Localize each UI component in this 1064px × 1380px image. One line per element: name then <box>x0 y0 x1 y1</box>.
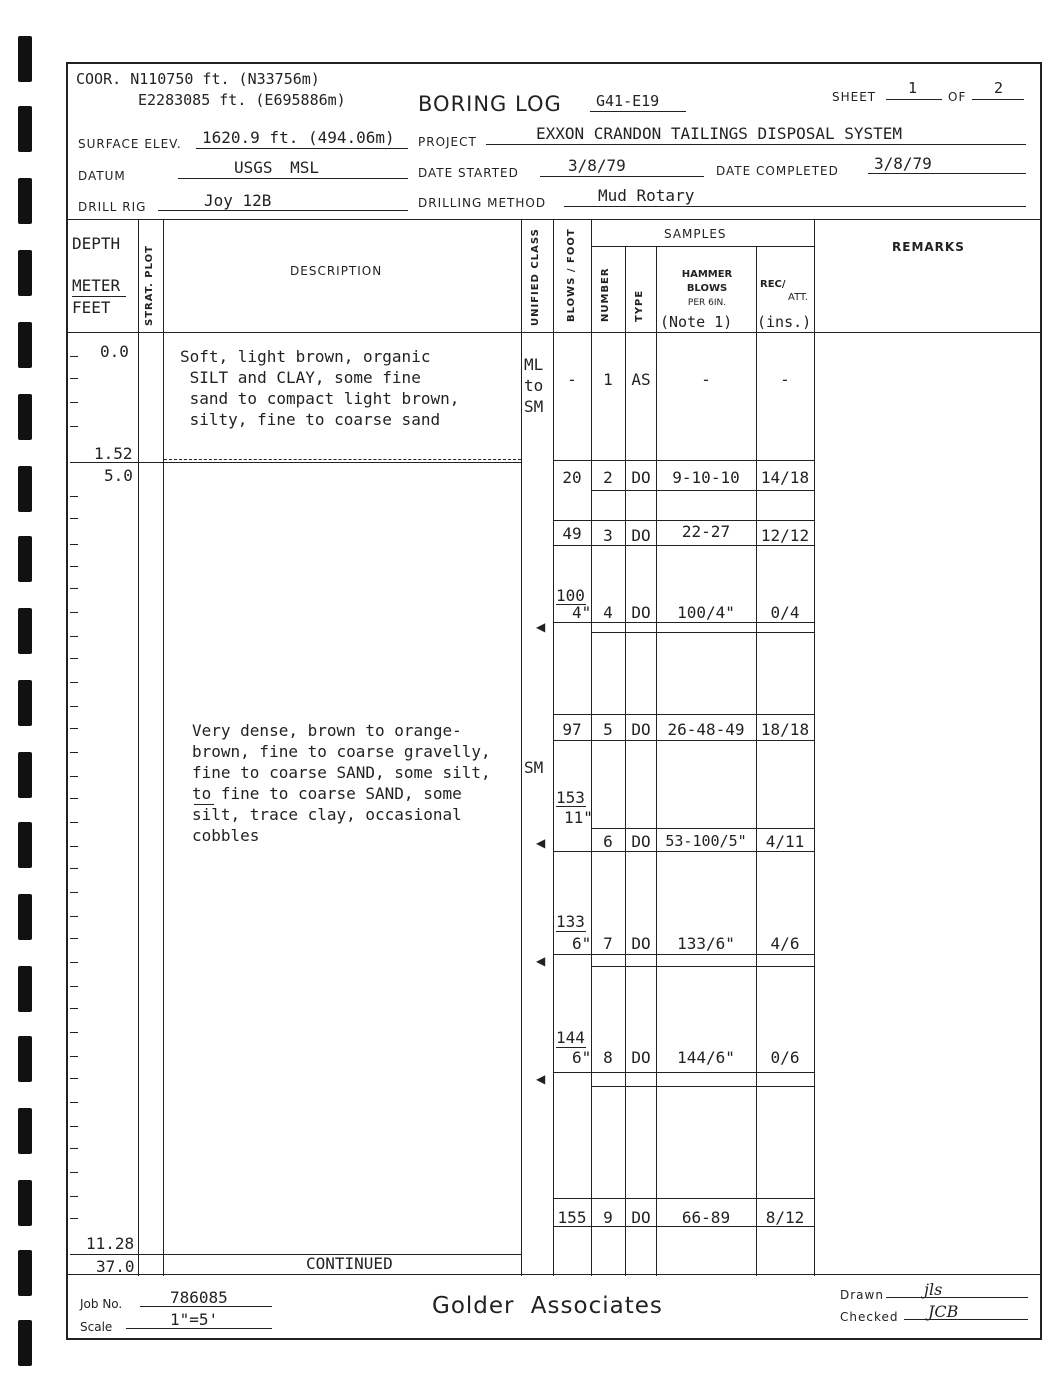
surface-elev-value: 1620.9 ft. (494.06m) <box>202 128 395 147</box>
col-ins: (ins.) <box>757 313 812 331</box>
col-meter: METER <box>72 276 121 295</box>
binder-hole <box>18 250 32 296</box>
sample-4-blows-top: 100 <box>556 586 585 605</box>
col-strat-plot: STRAT. PLOT <box>144 245 155 326</box>
drill-rig-value: Joy 12B <box>204 191 272 210</box>
sample-8-blows-bot: 6" <box>572 1048 592 1067</box>
layer-2-class: SM <box>524 758 544 777</box>
binder-hole <box>18 322 32 368</box>
sheet-number: 1 <box>908 79 918 97</box>
page-title: BORING LOG <box>418 92 562 116</box>
layer-boundary <box>164 459 521 460</box>
checked-signature: JCB <box>928 1302 959 1321</box>
col-number: NUMBER <box>600 267 611 322</box>
depth-feet-1: 5.0 <box>104 466 133 485</box>
col-description: DESCRIPTION <box>290 264 383 278</box>
drill-rig-label: DRILL RIG <box>78 200 147 214</box>
sample-1-hammer: - <box>701 370 711 389</box>
sample-6-hammer: 53-100/5" <box>665 832 747 850</box>
drilling-method-value: Mud Rotary <box>598 186 695 205</box>
sheet-total: 2 <box>994 79 1004 97</box>
sample-8-type: DO <box>631 1048 651 1067</box>
sample-7-hammer: 133/6" <box>677 934 735 953</box>
binder-hole <box>18 36 32 82</box>
boring-id: G41-E19 <box>596 92 660 110</box>
col-depth: DEPTH <box>72 234 121 253</box>
layer-1-class: ML to SM <box>524 355 544 416</box>
datum-label: DATUM <box>78 169 126 183</box>
sample-5-hammer: 26-48-49 <box>667 720 745 739</box>
sample-9-number: 9 <box>603 1208 613 1227</box>
sample-3-blows: 49 <box>562 524 582 543</box>
col-samples: SAMPLES <box>664 227 727 241</box>
binder-hole <box>18 894 32 940</box>
col-type: TYPE <box>634 289 645 322</box>
drilling-method-label: DRILLING METHOD <box>418 196 547 210</box>
sample-6-arrow-icon: ◀ <box>536 836 546 850</box>
col-unified-class: UNIFIED CLASS <box>530 228 541 326</box>
binder-hole <box>18 1320 32 1366</box>
sample-8-hammer: 144/6" <box>677 1048 735 1067</box>
sample-6-blows-top: 153 <box>556 788 585 807</box>
scale-value: 1"=5' <box>170 1310 219 1329</box>
sample-9-blows: 155 <box>557 1208 587 1227</box>
coor-north-value: N110750 ft. (N33756m) <box>130 70 320 88</box>
binder-hole <box>18 106 32 152</box>
sample-7-rec: 4/6 <box>770 934 800 953</box>
sample-6-rec: 4/11 <box>765 832 805 851</box>
drawn-label: Drawn <box>840 1288 884 1302</box>
sample-2-blows: 20 <box>562 468 582 487</box>
layer-1-description: Soft, light brown, organic SILT and CLAY, some fine sand to compact light brown, silty, fine to coarse sand <box>180 347 460 429</box>
binder-hole <box>18 178 32 224</box>
continued-label: CONTINUED <box>306 1254 393 1273</box>
sample-4-rec: 0/4 <box>770 603 800 622</box>
sample-2-rec: 14/18 <box>760 468 810 487</box>
sample-9-rec: 8/12 <box>765 1208 805 1227</box>
sample-4-number: 4 <box>603 603 613 622</box>
binder-hole <box>18 1108 32 1154</box>
binder-hole <box>18 466 32 512</box>
project-value: EXXON CRANDON TAILINGS DISPOSAL SYSTEM <box>536 124 903 143</box>
sample-6-type: DO <box>631 832 651 851</box>
sample-2-number: 2 <box>603 468 613 487</box>
checked-label: Checked <box>840 1310 899 1324</box>
binder-hole <box>18 680 32 726</box>
sample-3-hammer: 22-27 <box>681 522 731 541</box>
sample-1-rec: - <box>780 370 790 389</box>
binder-hole <box>18 1036 32 1082</box>
binder-hole <box>18 966 32 1012</box>
col-att: ATT. <box>788 292 809 303</box>
sample-7-number: 7 <box>603 934 613 953</box>
sample-2-type: DO <box>631 468 651 487</box>
sample-6-blows-bot: 11" <box>564 808 593 827</box>
underline-to <box>194 804 214 805</box>
binder-hole <box>18 752 32 798</box>
col-blows-foot: BLOWS / FOOT <box>566 228 577 322</box>
depth-top: 0.0 <box>100 342 129 361</box>
sample-5-blows: 97 <box>562 720 582 739</box>
col-hammer-blows: HAMMER BLOWS PER 6IN. <box>681 269 733 308</box>
sample-7-blows-top: 133 <box>556 912 585 931</box>
binder-hole <box>18 1180 32 1226</box>
layer-2-description: Very dense, brown to orange- brown, fine to coarse gravelly, fine to coarse SAND, some silt, to fine to coarse SAND, some silt, trace clay, occasional cobbles <box>192 721 491 845</box>
sample-5-number: 5 <box>603 720 613 739</box>
sample-8-blows-top: 144 <box>556 1028 585 1047</box>
depth-feet-2: 37.0 <box>96 1257 135 1276</box>
scale-label: Scale <box>80 1320 113 1334</box>
sample-3-number: 3 <box>603 526 613 545</box>
sample-6-number: 6 <box>603 832 613 851</box>
binder-hole <box>18 608 32 654</box>
depth-meter-1: 1.52 <box>94 444 133 463</box>
sample-1-blows: - <box>567 370 577 389</box>
col-feet: FEET <box>72 298 111 317</box>
date-started-value: 3/8/79 <box>568 156 626 175</box>
sample-8-number: 8 <box>603 1048 613 1067</box>
col-hammer-note: (Note 1) <box>660 313 733 331</box>
sample-5-type: DO <box>631 720 651 739</box>
binder-hole <box>18 394 32 440</box>
sample-7-blows-bot: 6" <box>572 934 592 953</box>
sample-9-type: DO <box>631 1208 651 1227</box>
sample-9-hammer: 66-89 <box>681 1208 731 1227</box>
company-name: Golder Associates <box>432 1293 663 1319</box>
coor-east-value: E2283085 ft. (E695886m) <box>138 91 346 109</box>
sample-7-arrow-icon: ◀ <box>536 954 546 968</box>
sample-7-type: DO <box>631 934 651 953</box>
sample-4-blows-bot: 4" <box>572 603 592 622</box>
sample-4-type: DO <box>631 603 651 622</box>
sample-3-rec: 12/12 <box>760 526 810 545</box>
date-completed-label: DATE COMPLETED <box>716 164 839 178</box>
datum-value: USGS MSL <box>234 158 320 177</box>
col-remarks: REMARKS <box>892 240 965 254</box>
coor-label: COOR. <box>76 70 122 88</box>
sheet-label: SHEET <box>832 90 877 104</box>
sample-5-rec: 18/18 <box>760 720 810 739</box>
project-label: PROJECT <box>418 135 477 149</box>
sample-1-number: 1 <box>603 370 613 389</box>
date-completed-value: 3/8/79 <box>874 154 932 173</box>
sample-4-arrow-icon: ◀ <box>536 620 546 634</box>
date-started-label: DATE STARTED <box>418 166 519 180</box>
sample-1-type: AS <box>631 370 651 389</box>
binder-hole <box>18 536 32 582</box>
depth-meter-2: 11.28 <box>86 1234 135 1253</box>
sample-8-rec: 0/6 <box>770 1048 800 1067</box>
coordinates-north <box>76 70 320 88</box>
job-label: Job No. <box>80 1297 123 1311</box>
sample-8-arrow-icon: ◀ <box>536 1072 546 1086</box>
surface-elev-label: SURFACE ELEV. <box>78 137 182 151</box>
sample-2-hammer: 9-10-10 <box>672 468 740 487</box>
of-label: OF <box>948 90 967 104</box>
sample-3-type: DO <box>631 526 651 545</box>
drawn-value: jls <box>924 1280 943 1299</box>
job-number: 786085 <box>170 1288 228 1307</box>
sample-4-hammer: 100/4" <box>677 603 735 622</box>
col-rec: REC/ <box>760 279 786 290</box>
binder-hole <box>18 1250 32 1296</box>
binder-hole <box>18 822 32 868</box>
